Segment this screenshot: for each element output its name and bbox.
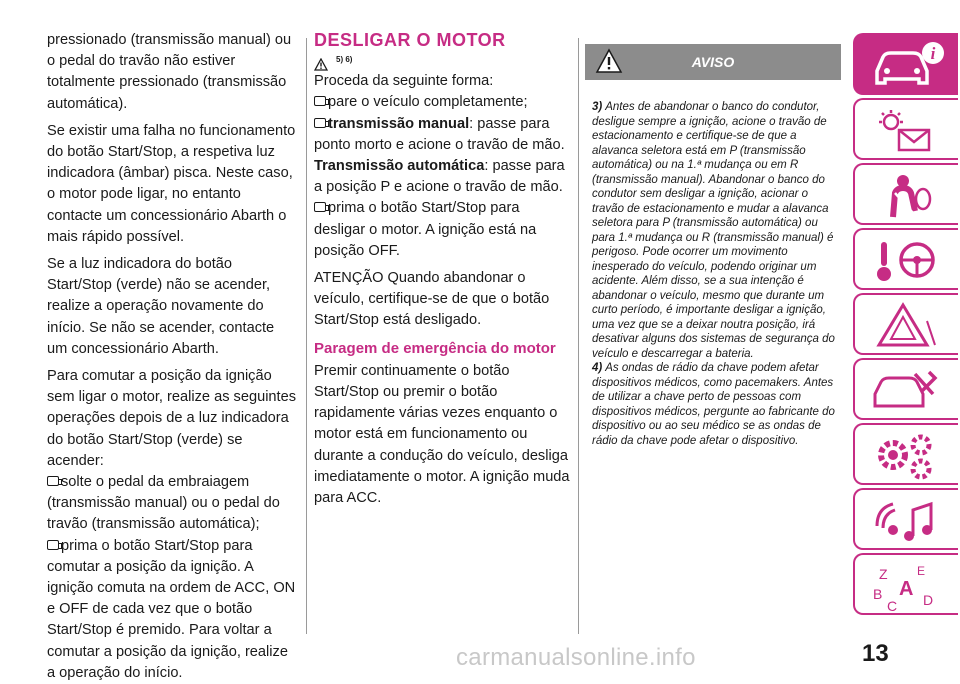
bullet-text: pare o veículo completamente;	[328, 94, 528, 111]
warning-text: Antes de abandonar o banco do condutor, desligue sempre a ignição, acione o travão de estacionamento e certifique-se de que a alavanca seletora está em P (transmissão automática) ou na 1.ª mudança ou em R (transmissão manual). Abandonar o banco do condutor sem desligar a ignição, acionar o travão de estacionamento e mudar a alavanca seletora para P (transmissão automática) ou para 1.ª mudança ou R (transmissão manual) é perigoso. Pode ocorrer um movimento inesperado do veículo, podendo originar um acidente. Além disso, se a sua intenção é abandonar o veículo, mesmo que durante um curto período, é importante desligar a ignição, uma vez que se a deixar noutra posição, irá desativar alguns dos sistemas de segurança do veículo e descarregar a bateria.	[592, 101, 835, 360]
car-service-icon	[869, 366, 945, 416]
bullet-item	[47, 472, 297, 536]
warning-title: AVISO	[691, 54, 735, 70]
paragraph-3: Se a luz indicadora do botão Start/Stop (verde) não se acender, realize a operação novamente do início. Se não se acender, contacte um concessionário Abarth.	[47, 256, 275, 357]
paragraph-1: pressionado (transmissão manual) ou o pedal do travão não estiver totalmente pressionado (transmissão automática).	[47, 32, 292, 112]
warning-refs: 5) 6)	[314, 51, 570, 71]
svg-text:B: B	[873, 586, 883, 602]
warning-triangle-icon	[314, 58, 328, 71]
tab-technical-data[interactable]	[853, 423, 958, 485]
bullet-icon	[47, 540, 59, 550]
svg-text:E: E	[917, 564, 926, 578]
tab-starting-driving[interactable]	[853, 228, 958, 290]
bullet-bold: transmissão manual	[328, 115, 470, 132]
svg-text:Z: Z	[879, 566, 888, 582]
svg-text:C: C	[887, 598, 898, 614]
paragraph-2: Se existir uma falha no funcionamento do botão Start/Stop, a respetiva luz indicadora (âmbar) pisca. Neste caso, o motor pode ligar, no entanto contacte um concessionário Abarth o mais rápido possível.	[47, 122, 296, 245]
bold-label: Transmissão automática	[314, 158, 485, 175]
warning-triangle-road-icon	[869, 301, 945, 351]
bullet-icon	[47, 476, 59, 486]
bullet-text: : passe para ponto morto e acione o travão de mão.	[314, 115, 565, 153]
seatbelt-airbag-icon	[869, 171, 945, 221]
bullet-item	[314, 114, 570, 156]
page-number: 13	[862, 640, 889, 667]
warning-text: As ondas de rádio da chave podem afetar dispositivos médicos, como pacemakers. Antes de utilizar a chave perto de pessoas com dispositivos médicos, pergunte ao fabricante do dispositivo ou ao seu médico se as ondas de rádio da chave pode afetar o dispositivo.	[592, 362, 835, 447]
subheading: Paragem de emergência do motor	[314, 339, 556, 357]
bullet-icon	[314, 202, 326, 212]
tab-car-info[interactable]	[853, 33, 958, 95]
warning-triangle-icon	[595, 48, 623, 74]
tab-warning-lights[interactable]	[853, 98, 958, 160]
column-divider	[306, 38, 307, 634]
warning-item-4	[592, 361, 836, 448]
bullet-icon	[314, 118, 326, 128]
column-divider	[578, 38, 579, 634]
multimedia-icon	[869, 496, 945, 546]
attention-note: ATENÇÃO Quando abandonar o veículo, certifique-se de que o botão Start/Stop está desligado.	[314, 270, 550, 329]
bullet-item	[47, 536, 297, 684]
warning-body	[585, 80, 841, 448]
warning-lights-icon	[869, 106, 945, 156]
warning-item-3	[592, 100, 836, 361]
tab-index[interactable]	[853, 553, 958, 615]
warning-header	[585, 44, 841, 80]
car-info-icon	[869, 41, 945, 91]
svg-text:D: D	[923, 592, 934, 608]
column-2	[314, 30, 570, 515]
paragraph-text: : passe para a posição P e acione o travão de mão.	[314, 158, 565, 196]
tab-emergency[interactable]	[853, 293, 958, 355]
alphabet-index-icon	[869, 561, 945, 615]
warning-number: 3)	[592, 101, 603, 113]
svg-text:A: A	[899, 578, 914, 600]
emergency-paragraph: Premir continuamente o botão Start/Stop ou premir o botão rapidamente várias vezes enquanto o motor está em funcionamento ou durante a condução do veículo, desliga imediatamente o motor. A ignição muda para ACC.	[314, 362, 570, 507]
automatic-paragraph	[314, 156, 570, 198]
bullet-icon	[314, 96, 326, 106]
paragraph-4: Para comutar a posição da ignição sem ligar o motor, realize as seguintes operações depois de a luz indicadora do botão Start/Stop (verde) se acender:	[47, 368, 297, 469]
warning-box	[585, 44, 841, 448]
bullet-text: prima o botão Start/Stop para comutar a posição da ignição. A ignição comuta na ordem de ACC, ON e OFF de cada vez que o botão Start/Stop é premido. Para voltar a comutar a posição da ignição, realize a operação do início.	[47, 537, 296, 681]
key-steering-icon	[869, 236, 945, 286]
watermark: carmanualsonline.info	[456, 644, 696, 671]
gears-icon	[869, 431, 945, 481]
bullet-item	[314, 92, 570, 113]
bullet-text: prima o botão Start/Stop para desligar o motor. A ignição está na posição OFF.	[314, 200, 537, 259]
svg-text:i: i	[930, 44, 936, 63]
section-heading: DESLIGAR O MOTOR	[314, 30, 506, 50]
bullet-text: solte o pedal da embraiagem (transmissão manual) ou o pedal do travão (transmissão automática);	[47, 474, 280, 533]
column-1	[47, 30, 297, 684]
intro-text: Proceda da seguinte forma:	[314, 73, 494, 90]
warning-number: 4)	[592, 362, 603, 374]
tab-safety[interactable]	[853, 163, 958, 225]
tab-maintenance[interactable]	[853, 358, 958, 420]
bullet-item	[314, 198, 570, 262]
tab-multimedia[interactable]	[853, 488, 958, 550]
